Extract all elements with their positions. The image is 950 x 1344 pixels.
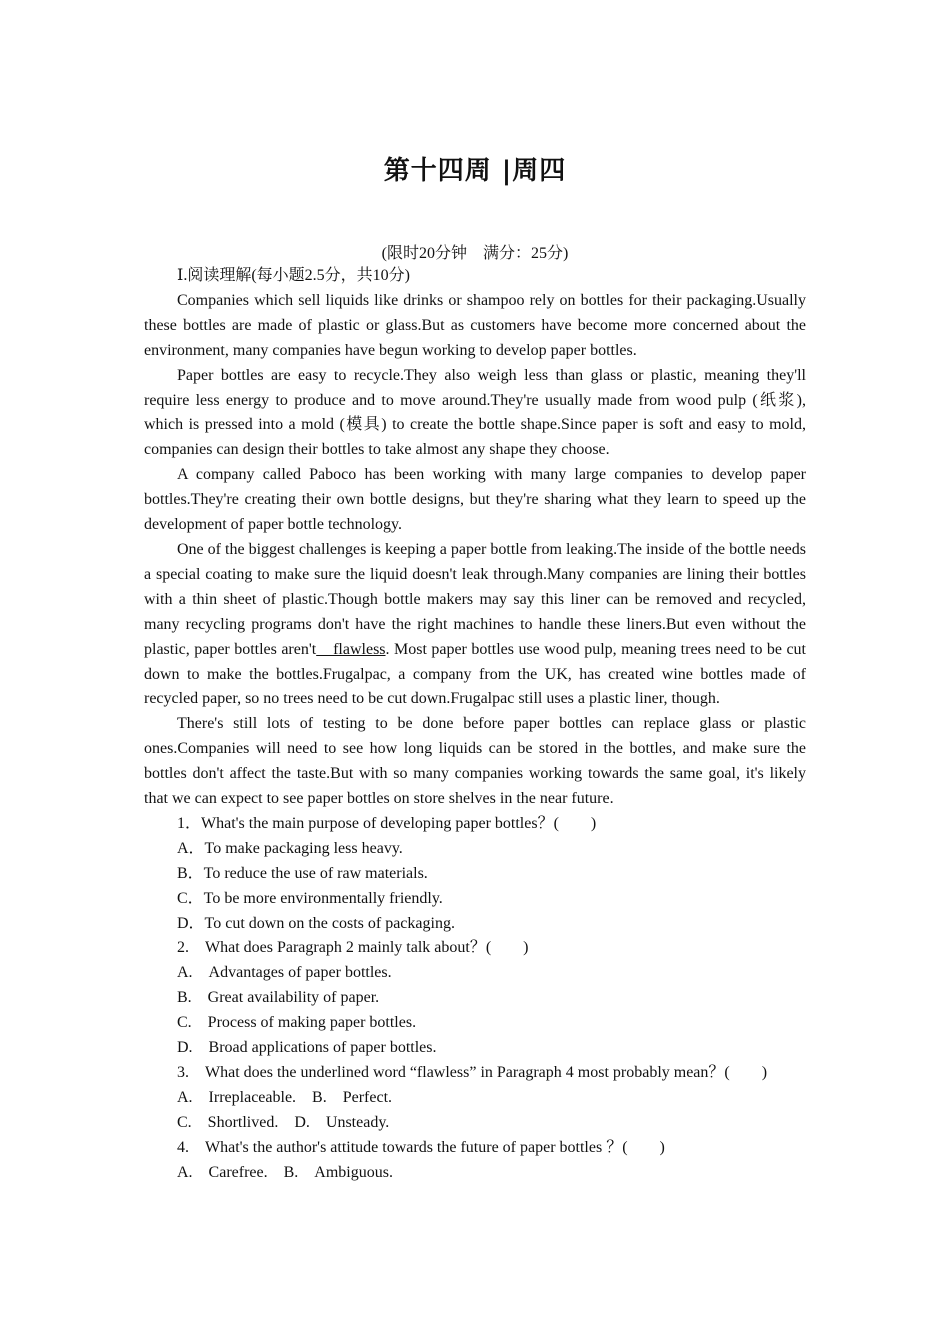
paragraph-4-text-after: . Most paper bottles use wood pulp, meaning trees need to be cut down to make the bottles.Frugalpac, a company from the UK, has created wine bottles made of recycled paper, so no trees need to be cut down.Frugalpac still uses a plastic liner, though. — [144, 640, 806, 708]
document-body — [144, 264, 806, 1186]
paragraph-4-text-before: One of the biggest challenges is keeping a paper bottle from leaking.The inside of the bottle needs a special coating to make sure the liquid doesn't leak through.Many companies are lining their bottles with a thin sheet of plastic.Though bottle makers may say this liner can be removed and recycled, many recycling programs don't have the right machines to handle these liners.But even without the plastic, paper bottles aren't — [144, 540, 806, 658]
paragraph-2: Paper bottles are easy to recycle.They also weigh less than glass or plastic, meaning they'll require less energy to produce and to move around.They're usually made from wood pulp (纸浆), which is pressed into a mold (模具) to create the bottle shape.Since paper is soft and easy to mold, companies can design their bottles to take almost any shape they choose. — [144, 366, 806, 459]
option-line: B．To reduce the use of raw materials. — [177, 864, 428, 882]
section-heading: Ⅰ.阅读理解(每小题2.5分，共10分) — [177, 267, 410, 284]
option-line: A．To make packaging less heavy. — [177, 839, 403, 857]
question-line: 3. What does the underlined word “flawless” in Paragraph 4 most probably mean？( ) — [177, 1064, 768, 1081]
question-line: 2. What does Paragraph 2 mainly talk about？( ) — [177, 939, 529, 957]
paragraph-5: There's still lots of testing to be done before paper bottles can replace glass or plastic ones.Companies will need to see how long liquids can be stored in the bottles, and make sure the bottles don't affect the taste.But with so many companies working towards the same goal, it's likely that we can expect to see paper bottles on store shelves in the near future. — [144, 715, 806, 808]
option-line: B. Great availability of paper. — [177, 989, 380, 1007]
option-line: C．To be more environmentally friendly. — [177, 889, 443, 907]
question-line: 1．What's the main purpose of developing paper bottles？( ) — [177, 814, 597, 832]
question-line: 4. What's the author's attitude towards the future of paper bottles ？( ) — [177, 1138, 665, 1156]
paragraph-1: Companies which sell liquids like drinks or shampoo rely on bottles for their packaging.Usually these bottles are made of plastic or glass.But as customers have become more concerned about the environment, many companies have begun working to develop paper bottles. — [144, 291, 806, 359]
paragraph-4 — [144, 538, 806, 712]
option-line: D. Broad applications of paper bottles. — [177, 1039, 437, 1057]
paragraph-3: A company called Paboco has been working with many large companies to develop paper bottles.They're creating their own bottle designs, but they're sharing what they learn to speed up the development of paper bottle technology. — [144, 466, 806, 534]
page-title: 第十四周 |周四 — [383, 156, 567, 186]
option-line: C. Process of making paper bottles. — [177, 1014, 417, 1032]
underlined-word-flawless: flawless — [316, 640, 386, 658]
option-line: A. Irreplaceable. B. Perfect. — [177, 1088, 393, 1106]
option-line: C. Shortlived. D. Unsteady. — [177, 1113, 390, 1131]
time-limit: (限时20分钟 满分：25分) — [381, 245, 569, 262]
option-line: A. Advantages of paper bottles. — [177, 964, 392, 982]
option-line: A. Carefree. B. Ambiguous. — [177, 1163, 393, 1181]
option-line: D．To cut down on the costs of packaging. — [177, 914, 455, 932]
